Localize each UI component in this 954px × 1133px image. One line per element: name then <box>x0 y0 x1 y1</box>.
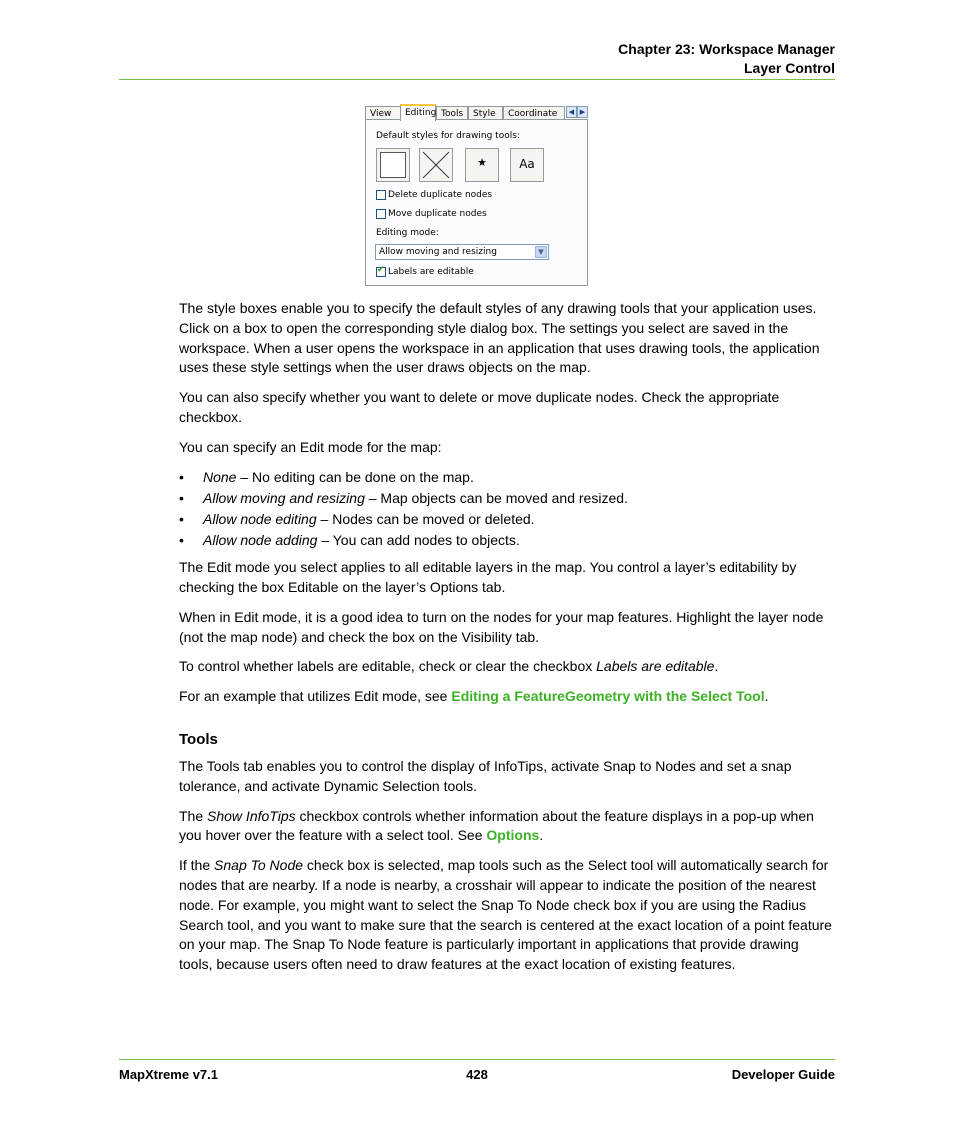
footer-rule <box>119 1059 835 1060</box>
text-run: . <box>714 658 719 675</box>
text-run: check box is selected, map tools such as the Select tool will automatically search for nodes that are nearby. If a node is nearby, a crosshair will appear to indicate the position of the nearest node. For example, you might want to select the Snap To Node check box if you are using the Radius Search tool, and you want to make sure that the search is centered at the exact location of a point feature on your map. The Snap To Node feature is particularly important in applications that provide drawing tools, because users often need to draw features at the exact location of existing features. <box>179 857 832 973</box>
list-item <box>179 510 835 530</box>
tab-scroll-right-icon[interactable]: ▶ <box>577 106 588 118</box>
editing-mode-value: Allow moving and resizing <box>379 247 497 257</box>
running-header <box>618 40 835 78</box>
point-style-button[interactable] <box>465 148 499 182</box>
list-item <box>179 468 835 488</box>
labels-editable-label: Labels are editable <box>388 267 474 277</box>
bullet-desc: – Nodes can be moved or deleted. <box>316 511 535 528</box>
text-run: The <box>179 807 208 824</box>
default-styles-label: Default styles for drawing tools: <box>376 131 520 141</box>
bullet-desc: – Map objects can be moved and resized. <box>364 489 628 506</box>
text-run: To control whether labels are editable, check or clear the checkbox <box>179 658 597 675</box>
editing-dialog <box>365 102 588 286</box>
area-style-icon <box>380 152 406 178</box>
body-content <box>179 299 835 985</box>
list-item <box>179 489 835 509</box>
section-title: Layer Control <box>743 60 835 76</box>
tab-tools[interactable]: Tools <box>436 106 468 120</box>
paragraph-style-boxes: The style boxes enable you to specify the default styles of any drawing tools that your application uses. Click on a box to open the corresponding style dialog box. The settings you select are saved in the workspace. When a user opens the workspace in an application that uses drawing tools, the application uses these style settings when the user draws objects on the map. <box>179 300 820 376</box>
star-icon: ★ <box>477 156 487 169</box>
text-run: . <box>764 688 769 705</box>
edit-mode-list <box>179 468 835 552</box>
paragraph-show-infotips <box>179 807 835 847</box>
bullet-desc: – No editing can be done on the map. <box>236 468 474 485</box>
move-duplicate-nodes-label: Move duplicate nodes <box>388 209 487 219</box>
editing-mode-label: Editing mode: <box>376 228 439 238</box>
options-link[interactable]: Options <box>486 827 540 844</box>
bullet-term: None <box>203 468 237 485</box>
paragraph-tools-tab: The Tools tab enables you to control the display of InfoTips, activate Snap to Nodes and set a snap tolerance, and activate Dynamic Selection tools. <box>179 758 792 794</box>
checkmark-icon: ✔ <box>377 265 385 275</box>
header-rule <box>119 79 835 80</box>
delete-duplicate-nodes-checkbox[interactable] <box>376 190 386 200</box>
paragraph-snap-to-node <box>179 856 835 975</box>
editing-panel <box>365 119 588 286</box>
area-style-button[interactable] <box>376 148 410 182</box>
tab-scroll-left-icon[interactable]: ◀ <box>566 106 577 118</box>
paragraph-nodes-visibility: When in Edit mode, it is a good idea to turn on the nodes for your map features. Highlight the layer node (not the map node) and check the box on the Visibility tab. <box>179 608 824 645</box>
bullet: • <box>179 511 184 528</box>
editing-featuregeometry-link[interactable]: Editing a FeatureGeometry with the Select Tool <box>451 688 765 705</box>
text-style-button[interactable] <box>510 148 544 182</box>
text-run: . <box>539 827 544 844</box>
emphasis: Show InfoTips <box>207 807 296 824</box>
tab-scroll-buttons <box>566 106 588 120</box>
bullet: • <box>179 489 184 506</box>
line-style-button[interactable] <box>419 148 453 182</box>
bullet-term: Allow node adding <box>203 532 318 549</box>
product-name: MapXtreme v7.1 <box>119 1067 218 1082</box>
tab-strip <box>365 104 588 120</box>
text-run: For an example that utilizes Edit mode, see <box>179 688 452 705</box>
list-item <box>179 531 835 551</box>
tab-editing[interactable]: Editing <box>400 104 436 121</box>
bullet-term: Allow node editing <box>203 511 317 528</box>
delete-duplicate-nodes-label: Delete duplicate nodes <box>388 190 493 200</box>
bullet: • <box>179 468 184 485</box>
paragraph-edit-example <box>179 687 835 707</box>
move-duplicate-nodes-checkbox[interactable] <box>376 209 386 219</box>
text-style-icon: Aa <box>519 157 535 171</box>
bullet-desc: – You can add nodes to objects. <box>317 532 520 549</box>
text-run: checkbox controls whether information about the feature displays in a pop-up when you hover over the feature with a select tool. See <box>179 807 814 844</box>
page-number: 428 <box>466 1067 488 1082</box>
paragraph-edit-mode-applies: The Edit mode you select applies to all editable layers in the map. You control a layer’s editability by checking the box Editable on the layer’s Options tab. <box>179 559 797 596</box>
line-style-icon <box>420 149 452 181</box>
emphasis: Snap To Node <box>214 857 304 874</box>
emphasis: Labels are editable <box>596 658 715 675</box>
bullet: • <box>179 532 184 549</box>
paragraph-edit-mode-intro: You can specify an Edit mode for the map: <box>179 438 442 455</box>
tab-view[interactable]: View <box>365 106 401 120</box>
tab-coordinate-sys[interactable]: Coordinate <box>503 106 565 120</box>
text-run: If the <box>179 857 215 874</box>
paragraph-labels-editable <box>179 657 835 677</box>
paragraph-duplicate-nodes: You can also specify whether you want to delete or move duplicate nodes. Check the appropriate checkbox. <box>179 389 780 425</box>
editing-mode-select[interactable] <box>375 244 549 260</box>
tab-style[interactable]: Style <box>468 106 503 120</box>
chapter-title: Chapter 23: Workspace Manager <box>618 41 835 57</box>
chevron-down-icon[interactable]: ▼ <box>535 246 547 258</box>
tools-heading: Tools <box>179 731 218 749</box>
document-title: Developer Guide <box>731 1067 835 1082</box>
bullet-term: Allow moving and resizing <box>203 489 365 506</box>
labels-editable-checkbox[interactable] <box>376 267 386 277</box>
